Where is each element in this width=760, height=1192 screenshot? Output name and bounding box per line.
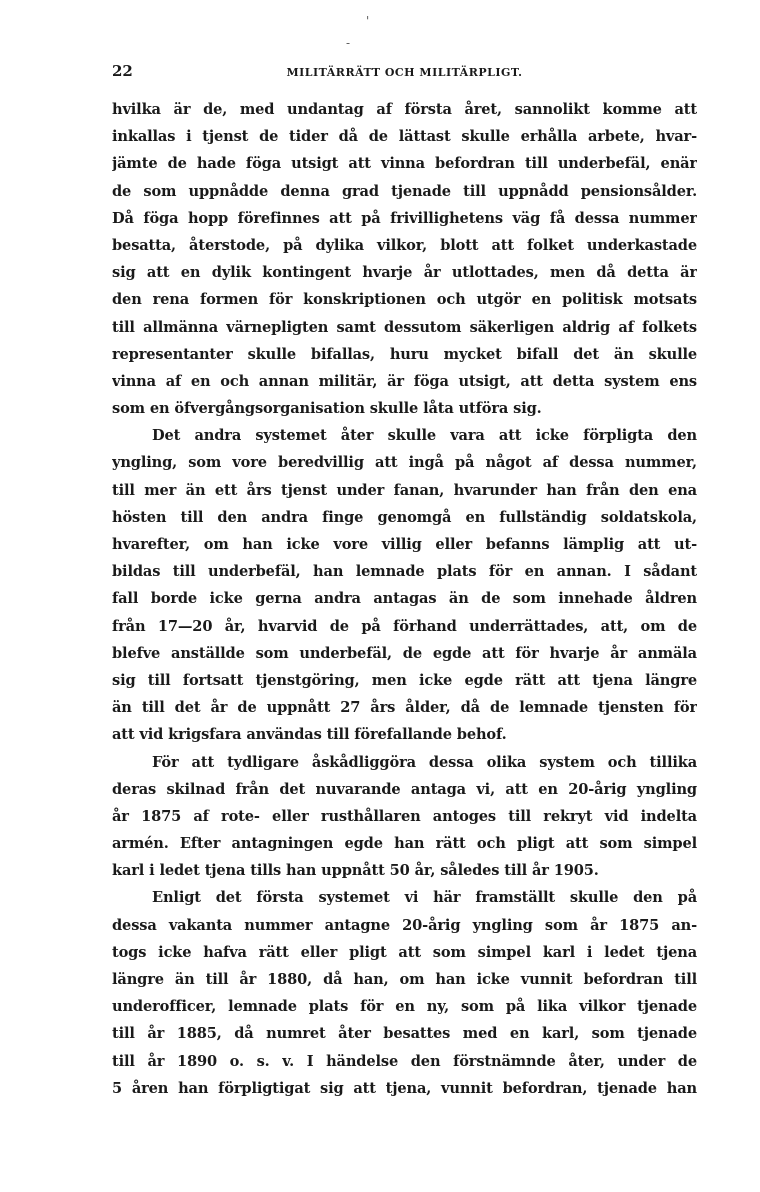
- text-line: vinna af en och annan militär, är föga utsigt, att detta system ens: [112, 372, 697, 390]
- text-line: hvarefter, om han icke vore villig eller befanns lämplig att ut-: [112, 536, 697, 553]
- text-line: de som uppnådde denna grad tjenade till uppnådd pensionsålder.: [112, 182, 697, 200]
- text-line: att vid krigsfara användas till förefallande behof.: [112, 726, 507, 744]
- text-line: till år 1890 o. s. v. I händelse den förstnämnde åter, under de: [112, 1052, 697, 1070]
- body-text: [112, 96, 697, 1102]
- scan-speck: -: [346, 36, 351, 50]
- text-line: besatta, återstode, på dylika vilkor, blott att folket underkastade: [112, 236, 697, 254]
- text-line: hösten till den andra finge genomgå en fullständig soldatskola,: [112, 508, 697, 526]
- text-line: karl i ledet tjena tills han uppnått 50 år, således till år 1905.: [112, 862, 599, 880]
- text-line: inkallas i tjenst de tider då de lättast skulle erhålla arbete, hvar-: [112, 128, 697, 146]
- text-line: sig till fortsatt tjenstgöring, men icke egde rätt att tjena längre: [112, 671, 697, 689]
- text-line: deras skilnad från det nuvarande antaga vi, att en 20-årig yngling: [112, 780, 697, 798]
- text-line: bildas till underbefäl, han lemnade plats för en annan. I sådant: [112, 563, 697, 581]
- page-header: [112, 62, 697, 84]
- text-line: den rena formen för konskriptionen och utgör en politisk motsats: [112, 291, 697, 309]
- text-line: än till det år de uppnått 27 års ålder, då de lemnade tjensten för: [112, 699, 697, 717]
- text-line: Enligt det första systemet vi här framställt skulle den på: [152, 889, 697, 907]
- text-line: fall borde icke gerna andra antagas än de som innehade åldren: [112, 590, 697, 608]
- text-line: till allmänna värnepligten samt dessutom säkerligen aldrig af folkets: [112, 318, 697, 336]
- scan-speck: ': [366, 14, 370, 28]
- text-line: sig att en dylik kontingent hvarje år utlottades, men då detta är: [112, 264, 697, 282]
- text-line: 5 åren han förpligtigat sig att tjena, vunnit befordran, tjenade han: [112, 1079, 697, 1097]
- text-line: yngling, som vore beredvillig att ingå på något af dessa nummer,: [112, 454, 697, 472]
- text-line: från 17—20 år, hvarvid de på förhand underrättades, att, om de: [112, 617, 697, 635]
- text-line: underofficer, lemnade plats för en ny, som på lika vilkor tjenade: [112, 998, 697, 1016]
- text-line: togs icke hafva rätt eller pligt att som simpel karl i ledet tjena: [112, 943, 697, 961]
- text-line: hvilka är de, med undantag af första året, sannolikt komme att: [112, 101, 697, 118]
- text-line: För att tydligare åskådliggöra dessa olika system och tillika: [152, 753, 697, 771]
- text-line: Då föga hopp förefinnes att på frivillighetens väg få dessa nummer: [112, 209, 697, 227]
- text-line: jämte de hade föga utsigt att vinna befordran till underbefäl, enär: [112, 155, 697, 173]
- text-line: dessa vakanta nummer antagne 20-årig yngling som år 1875 an-: [112, 916, 697, 934]
- text-line: representanter skulle bifallas, huru mycket bifall det än skulle: [112, 345, 697, 363]
- text-line: som en öfvergångsorganisation skulle låta utföra sig.: [112, 400, 542, 418]
- text-line: armén. Efter antagningen egde han rätt och pligt att som simpel: [112, 835, 697, 853]
- text-line: år 1875 af rote- eller rusthållaren antoges till rekryt vid indelta: [112, 807, 697, 825]
- text-line: längre än till år 1880, då han, om han icke vunnit befordran till: [112, 971, 697, 988]
- text-line: blefve anställde som underbefäl, de egde att för hvarje år anmäla: [112, 644, 697, 662]
- text-line: till år 1885, då numret åter besattes med en karl, som tjenade: [112, 1025, 697, 1043]
- page-number: 22: [112, 62, 133, 80]
- text-line: Det andra systemet åter skulle vara att icke förpligta den: [152, 427, 697, 445]
- text-line: till mer än ett års tjenst under fanan, hvarunder han från den ena: [112, 481, 697, 499]
- running-head: MILITÄRRÄTT OCH MILITÄRPLIGT.: [286, 66, 523, 79]
